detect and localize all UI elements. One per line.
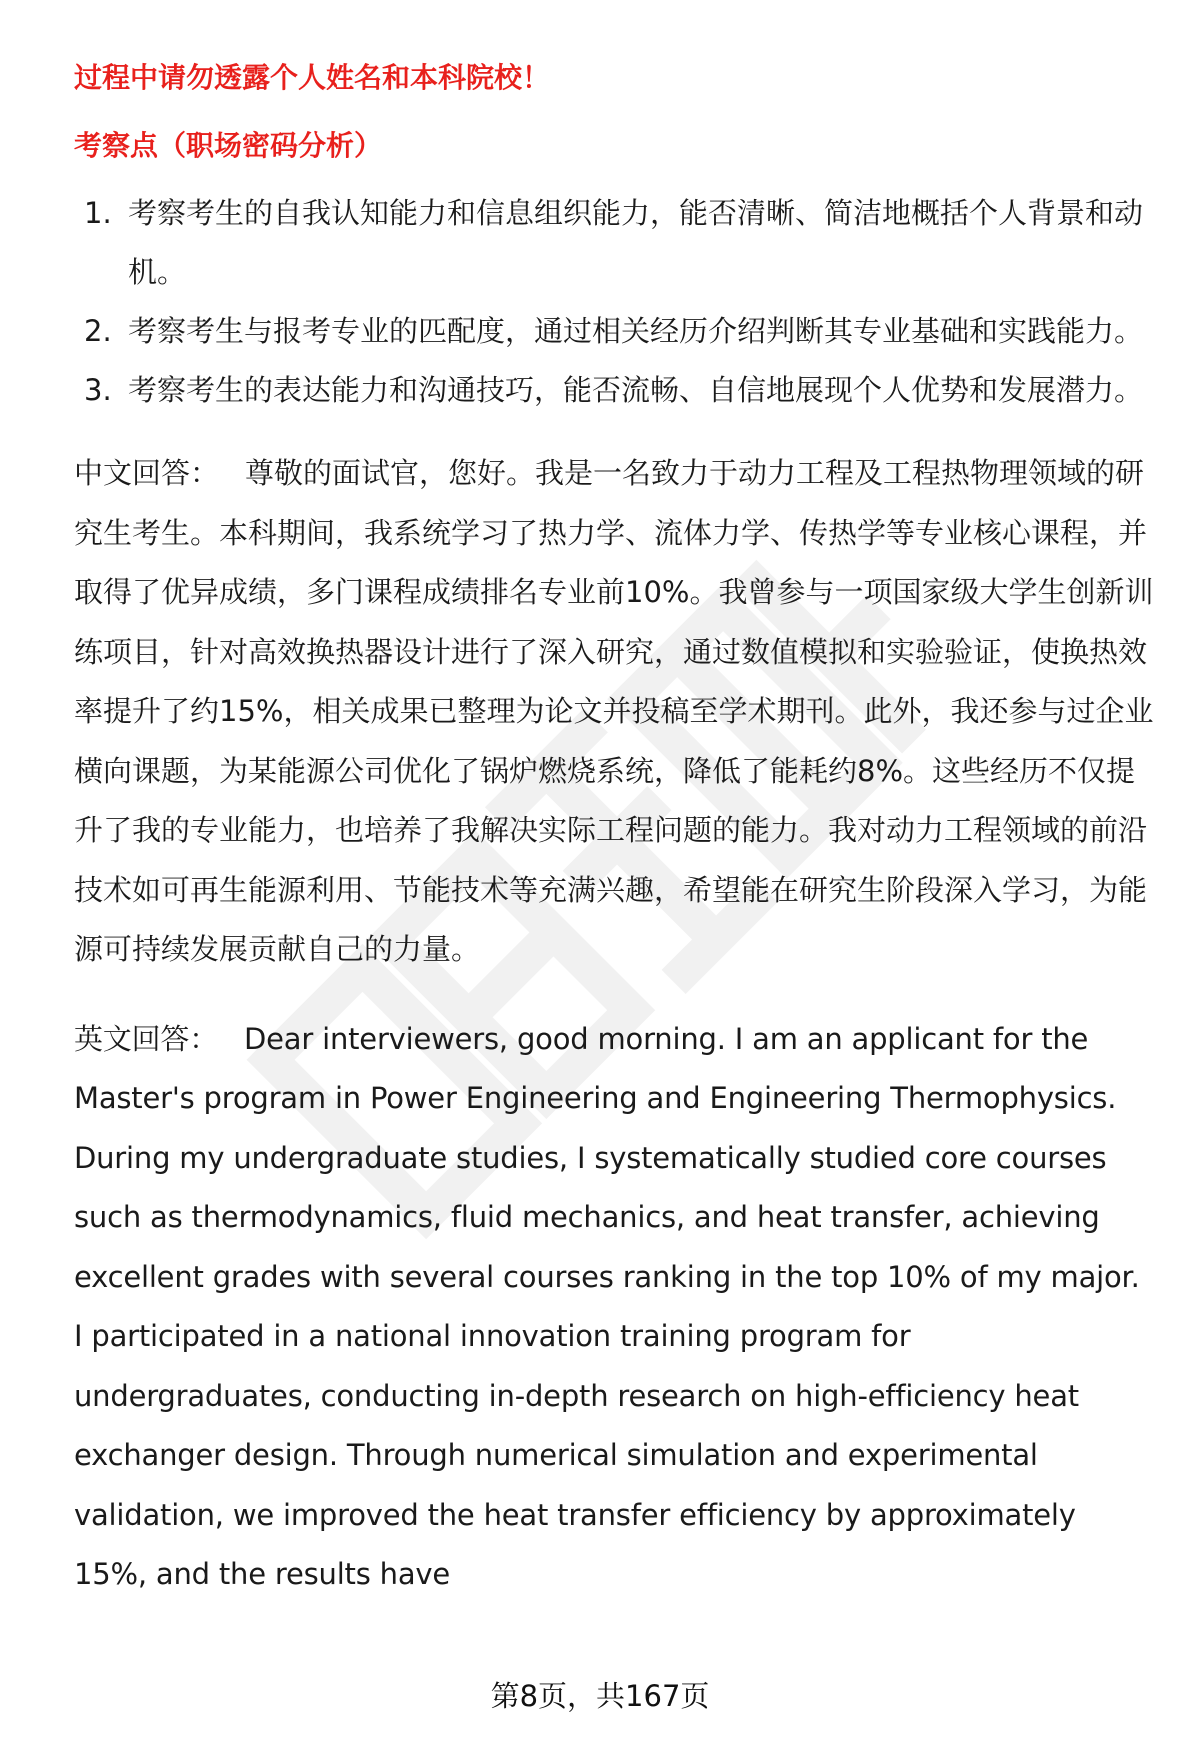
list-item-text: 考察考生的表达能力和沟通技巧，能否流畅、自信地展现个人优势和发展潜力。 <box>128 373 1144 407</box>
list-number: 1. <box>84 196 112 230</box>
english-answer-text: Dear interviewers, good morning. I am an applicant for the Master's program in Power Engineering and Engineering Thermophysics. During my undergraduate studies, I systematically studied core courses such as thermodynamics, fluid mechanics, and heat transfer, achieving excellent grades with several courses ranking in the top 10% of my major. I participated in a national innovation training program for undergraduates, conducting in-depth research on high-efficiency heat exchanger design. Through numerical simulation and experimental validation, we improved the heat transfer efficiency by approximately 15%, and the results have <box>74 1021 1140 1591</box>
chinese-answer-text: 尊敬的面试官，您好。我是一名致力于动力工程及工程热物理领域的研究生考生。本科期间，我系统学习了热力学、流体力学、传热学等专业核心课程，并取得了优异成绩，多门课程成绩排名专业前10%。我曾参与一项国家级大学生创新训练项目，针对高效换热器设计进行了深入研究，通过数值模拟和实验验证，使换热效率提升了约15%，相关成果已整理为论文并投稿至学术期刊。此外，我还参与过企业横向课题，为某能源公司优化了锅炉燃烧系统，降低了能耗约8%。这些经历不仅提升了我的专业能力，也培养了我解决实际工程问题的能力。我对动力工程领域的前沿技术如可再生能源利用、节能技术等充满兴趣，希望能在研究生阶段深入学习，为能源可持续发展贡献自己的力量。 <box>74 456 1154 966</box>
chinese-answer <box>74 444 1154 980</box>
privacy-warning: 过程中请勿透露个人姓名和本科院校！ <box>74 61 551 94</box>
list-item-text: 考察考生与报考专业的匹配度，通过相关经历介绍判断其专业基础和实践能力。 <box>128 314 1144 348</box>
document-body <box>74 58 1154 1605</box>
english-answer-label: 英文回答： <box>74 1021 219 1056</box>
page-number: 第8页，共167页 <box>490 1679 710 1713</box>
list-number: 2. <box>84 314 112 348</box>
list-item-text: 考察考生的自我认知能力和信息组织能力，能否清晰、简洁地概括个人背景和动机。 <box>128 196 1144 289</box>
list-item <box>74 361 1154 420</box>
chinese-answer-label: 中文回答： <box>74 456 220 490</box>
list-item <box>74 302 1154 361</box>
list-number: 3. <box>84 373 112 407</box>
section-title: 考察点（职场密码分析） <box>74 129 383 162</box>
assessment-points-list <box>74 184 1154 420</box>
list-item <box>74 184 1154 302</box>
english-answer <box>74 1010 1154 1605</box>
